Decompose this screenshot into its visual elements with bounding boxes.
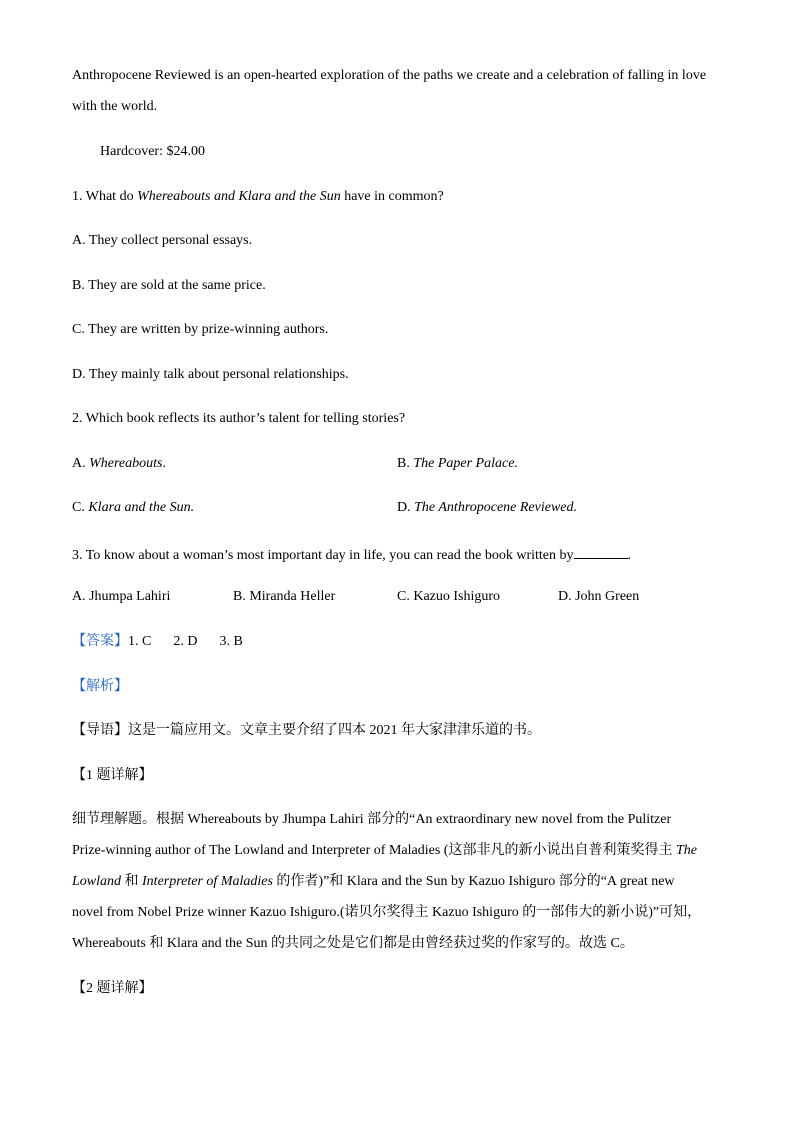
q2-d-end: . [573, 500, 578, 515]
q2-option-b [397, 455, 518, 473]
question-2-stem: 2. Which book reflects its author’s talent for telling stories? [72, 411, 406, 426]
q1-title-1: Whereabouts [137, 189, 211, 204]
q1-option-d: D. They mainly talk about personal relationships. [72, 367, 349, 382]
q1-detail-l2-italic: The [675, 843, 697, 858]
q1-suffix: have in common? [340, 189, 444, 204]
price-line: Hardcover: $24.00 [100, 144, 205, 159]
q2-d-title: The Anthropocene Reviewed [414, 500, 574, 515]
answer-1: 1. C [128, 634, 152, 649]
q2-b-letter: B. [397, 456, 414, 471]
q2-c-letter: C. [72, 500, 89, 515]
q3-stem-end: . [627, 548, 631, 563]
q2-a-title: Whereabouts [89, 456, 163, 471]
q1-option-c: C. They are written by prize-winning authors. [72, 322, 329, 337]
q1-detail-line-4: novel from Nobel Prize winner Kazuo Ishiguro.(诺贝尔奖得主 Kazuo Ishiguro 的一部伟大的新小说)”可知， [72, 905, 702, 920]
analysis-label: 【解析】 [72, 679, 128, 694]
q1-detail-l3-lowland: Lowland [72, 874, 122, 889]
intro-line-2: with the world. [72, 99, 158, 114]
q2-d-letter: D. [397, 500, 415, 515]
q1-option-b: B. They are sold at the same price. [72, 278, 266, 293]
q2-c-end: . [190, 500, 195, 515]
q1-detail-line-5: Whereabouts 和 Klara and the Sun 的共同之处是它们都是由曾经获过奖的作家写的。故选 C。 [72, 936, 634, 951]
q2-c-title: Klara and the Sun [88, 500, 191, 515]
answer-label: 【答案】 [72, 634, 128, 649]
q1-detail-line-3 [72, 873, 675, 891]
answer-3: 3. B [219, 634, 243, 649]
q1-detail-l3-and: 和 [121, 874, 143, 889]
q1-and: and [210, 189, 239, 204]
q2-a-letter: A. [72, 456, 90, 471]
q3-option-c: C. Kazuo Ishiguro [397, 589, 501, 604]
guide-label: 【导语】 [72, 723, 128, 738]
q2-b-title: The Paper Palace [413, 456, 515, 471]
q1-detail-line-1: 细节理解题。根据 Whereabouts by Jhumpa Lahiri 部分的“An extraordinary new novel from the Pulitzer [72, 812, 672, 827]
q1-detail-l3-interpreter: Interpreter of Maladies [142, 874, 273, 889]
question-1-stem [72, 188, 444, 206]
q2-option-a [72, 455, 166, 473]
guide-text: 这是一篇应用文。文章主要介绍了四本 2021 年大家津津乐道的书。 [128, 723, 541, 738]
q3-option-b: B. Miranda Heller [233, 589, 336, 604]
intro-line-1: Anthropocene Reviewed is an open-hearted exploration of the paths we create and a celebration of falling in love [72, 68, 707, 83]
q2-a-end: . [162, 456, 166, 471]
answer-line [72, 633, 243, 651]
q3-stem-text: 3. To know about a woman’s most important day in life, you can read the book written by [72, 548, 574, 563]
q2-detail-heading: 【2 题详解】 [72, 981, 153, 996]
guide-line [72, 722, 541, 740]
q1-detail-heading: 【1 题详解】 [72, 768, 153, 783]
q1-detail-l3-rest: 的作者)”和 Klara and the Sun by Kazuo Ishiguro 部分的“A great new [272, 874, 675, 889]
q1-prefix: 1. What do [72, 189, 138, 204]
q2-option-c [72, 499, 194, 517]
q1-detail-l2-text: Prize-winning author of The Lowland and Interpreter of Maladies (这部非凡的新小说出自普利策奖得主 [72, 843, 676, 858]
answer-blank [574, 544, 628, 559]
answer-2: 2. D [173, 634, 198, 649]
q2-b-end: . [514, 456, 518, 471]
q3-option-a: A. Jhumpa Lahiri [72, 589, 171, 604]
q1-title-2: Klara and the Sun [238, 189, 341, 204]
q2-option-d [397, 499, 577, 517]
question-3-stem [72, 544, 631, 565]
q3-option-d: D. John Green [558, 589, 640, 604]
q1-detail-line-2 [72, 842, 697, 860]
q1-option-a: A. They collect personal essays. [72, 233, 253, 248]
